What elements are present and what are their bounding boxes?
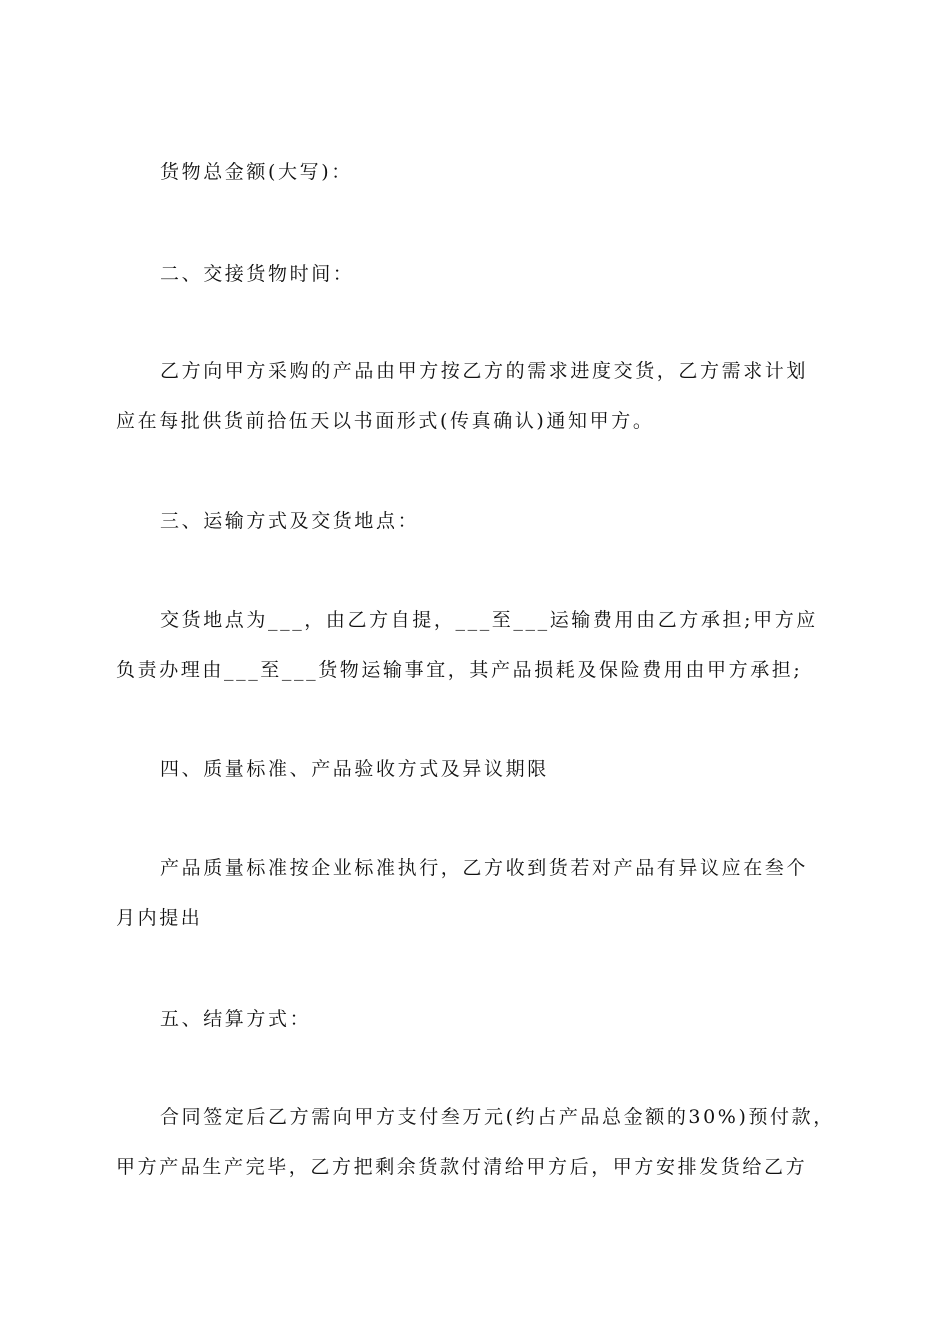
section-heading-quality: 四、质量标准、产品验收方式及异议期限	[160, 758, 549, 780]
transport-paragraph-line-2: 负责办理由___至___货物运输事宜，其产品损耗及保险费用由甲方承担;	[116, 659, 803, 681]
section-heading-transport: 三、运输方式及交货地点：	[160, 510, 420, 532]
transport-paragraph-line-1: 交货地点为___，由乙方自提，___至___运输费用由乙方承担;甲方应	[160, 609, 818, 631]
delivery-time-paragraph-line-2: 应在每批供货前拾伍天以书面形式(传真确认)通知甲方。	[116, 410, 655, 432]
settlement-paragraph-line-2: 甲方产品生产完毕，乙方把剩余货款付清给甲方后，甲方安排发货给乙方	[116, 1156, 808, 1178]
settlement-paragraph-line-1: 合同签定后乙方需向甲方支付叁万元(约占产品总金额的30%)预付款，	[160, 1106, 835, 1128]
total-amount-label: 货物总金额(大写)：	[160, 161, 353, 183]
quality-paragraph-line-1: 产品质量标准按企业标准执行，乙方收到货若对产品有异议应在叁个	[160, 857, 809, 879]
delivery-time-paragraph-line-1: 乙方向甲方采购的产品由甲方按乙方的需求进度交货，乙方需求计划	[160, 360, 809, 382]
section-heading-settlement: 五、结算方式：	[160, 1008, 312, 1030]
section-heading-delivery-time: 二、交接货物时间：	[160, 263, 355, 285]
quality-paragraph-line-2: 月内提出	[116, 907, 203, 929]
